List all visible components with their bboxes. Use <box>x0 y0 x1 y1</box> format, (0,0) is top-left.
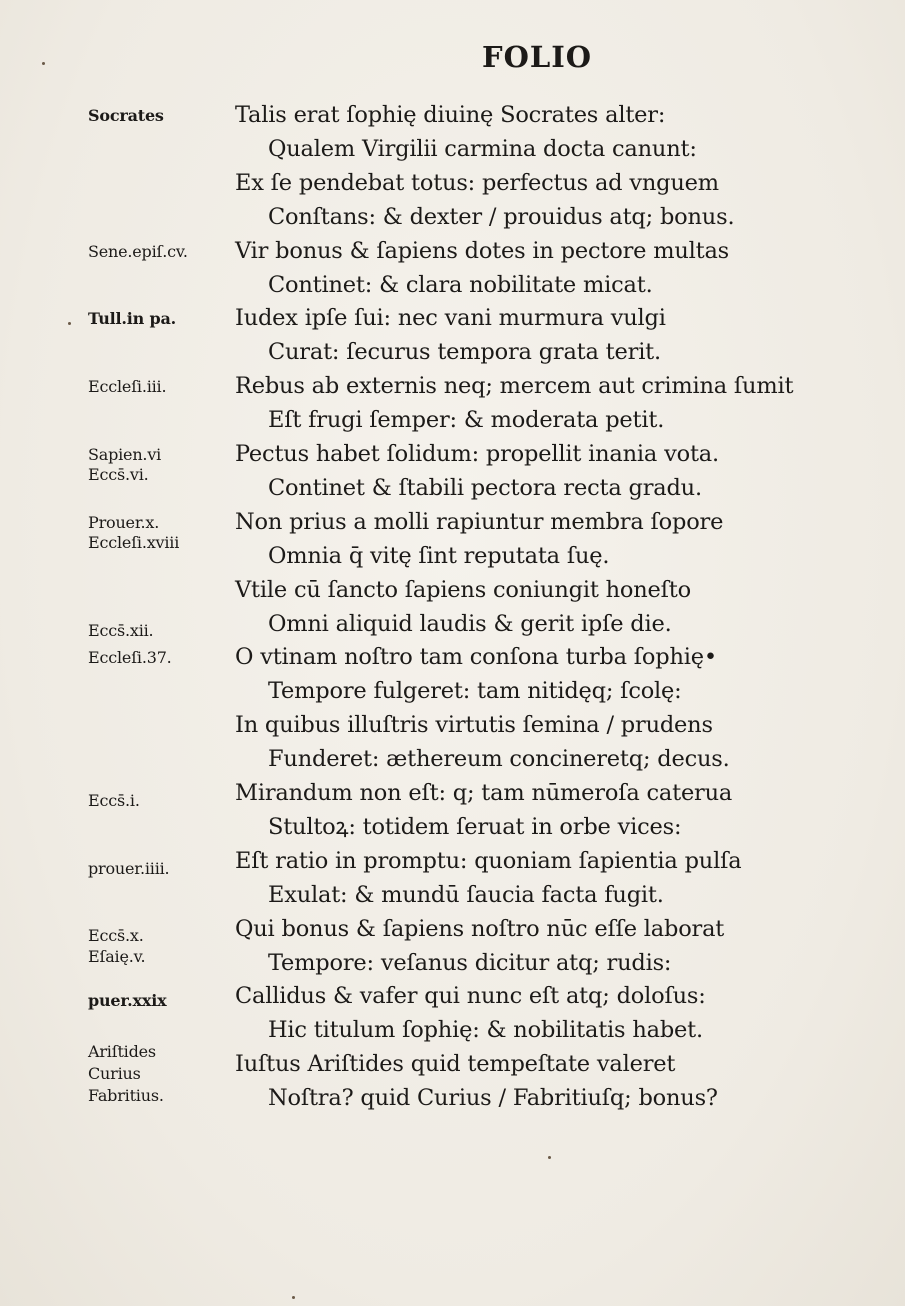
verse-line: Continet: & clara nobilitate micat. <box>268 271 653 298</box>
verse-line: O vtinam noſtro tam conſona turba ſophię• <box>235 644 717 671</box>
running-head: FOLIO <box>482 40 593 74</box>
margin-note: Fabritius. <box>88 1085 164 1105</box>
verse-line: Rebus ab externis neq; mercem aut crimina ſumit <box>235 373 794 400</box>
verse-line: Funderet: æthereum concineretq; decus. <box>268 746 730 773</box>
margin-note: Tull.in pa. <box>88 309 177 329</box>
verse-line: Omni aliquid laudis & gerit ipſe die. <box>268 610 672 637</box>
margin-note: Curius <box>88 1063 141 1083</box>
verse-line: Eſt frugi ſemper: & moderata petit. <box>268 407 665 434</box>
verse-line: Vir bonus & ſapiens dotes in pectore multas <box>235 237 730 264</box>
verse-line: Iudex ipſe ſui: nec vani murmura vulgi <box>235 305 666 332</box>
margin-note: prouer.iiii. <box>88 858 170 878</box>
verse-line: Callidus & vafer qui nunc eſt atq; doloſus: <box>235 983 706 1010</box>
verse-line: Omnia q̄ vitę ſint reputata ſuę. <box>268 542 610 569</box>
verse-line: Curat: ſecurus tempora grata terit. <box>268 339 661 366</box>
verse-line: Tempore: veſanus dicitur atq; rudis: <box>268 949 672 976</box>
verse-line: Qui bonus & ſapiens noſtro nūc eſſe laborat <box>235 915 725 942</box>
verse-line: Hic titulum ſophię: & nobilitatis habet. <box>268 1017 703 1044</box>
margin-note: Sene.epiſ.cv. <box>88 241 188 261</box>
verse-line: Mirandum non eſt: q; tam nūmeroſa caterua <box>235 780 733 806</box>
verse-line: Exulat: & mundū ſaucia facta fugit. <box>268 881 664 908</box>
margin-note: Eccleſi.iii. <box>88 377 167 397</box>
margin-note: puer.xxix <box>88 990 167 1010</box>
verse-line: Non prius a molli rapiuntur membra ſopore <box>235 508 724 535</box>
verse-line: Vtile cū ſancto ſapiens coniungit honeſto <box>235 576 691 603</box>
margin-note: Eccleſi.xviii <box>88 533 180 553</box>
verse-line: Noſtra? quid Curius / Fabritiuſq; bonus? <box>268 1085 718 1112</box>
verse-line: Continet & ſtabili pectora recta gradu. <box>268 474 702 501</box>
verse-line: Talis erat ſophię diuinę Socrates alter: <box>235 102 666 128</box>
verse-line: Qualem Virgilii carmina docta canunt: <box>268 135 697 162</box>
verse-line: Eſt ratio in promptu: quoniam ſapientia pulſa <box>235 847 742 874</box>
margin-note: Eccs̄.xii. <box>88 621 154 641</box>
margin-note: Ariſtides <box>88 1041 156 1061</box>
margin-note: Sapien.vi <box>88 445 162 464</box>
margin-note: Prouer.x. <box>88 512 160 532</box>
margin-note: Eccs̄.i. <box>88 790 140 810</box>
ink-speck <box>42 62 45 65</box>
ink-speck <box>548 1156 551 1159</box>
margin-note: Eccs̄.vi. <box>88 465 149 485</box>
margin-note: Socrates <box>88 106 164 125</box>
ink-speck <box>68 322 71 325</box>
verse-line: Tempore fulgeret: tam nitidęq; ſcolę: <box>268 678 682 705</box>
verse-line: Stultoꝝ: totidem ſeruat in orbe vices: <box>268 813 682 840</box>
verse-line: Pectus habet ſolidum: propellit inania vota. <box>235 441 719 467</box>
margin-note: Eccs̄.x. <box>88 926 144 946</box>
verse-line: Ex ſe pendebat totus: perfectus ad vnguem <box>235 169 719 196</box>
verse-line: In quibus illuſtris virtutis ſemina / prudens <box>235 712 713 739</box>
ink-speck <box>292 1296 295 1299</box>
verse-line: Conſtans: & dexter / prouidus atq; bonus. <box>268 203 735 230</box>
margin-note: Eſaię.v. <box>88 946 146 966</box>
margin-note: Eccleſi.37. <box>88 648 172 668</box>
verse-line: Iuſtus Ariſtides quid tempeſtate valeret <box>235 1051 676 1078</box>
